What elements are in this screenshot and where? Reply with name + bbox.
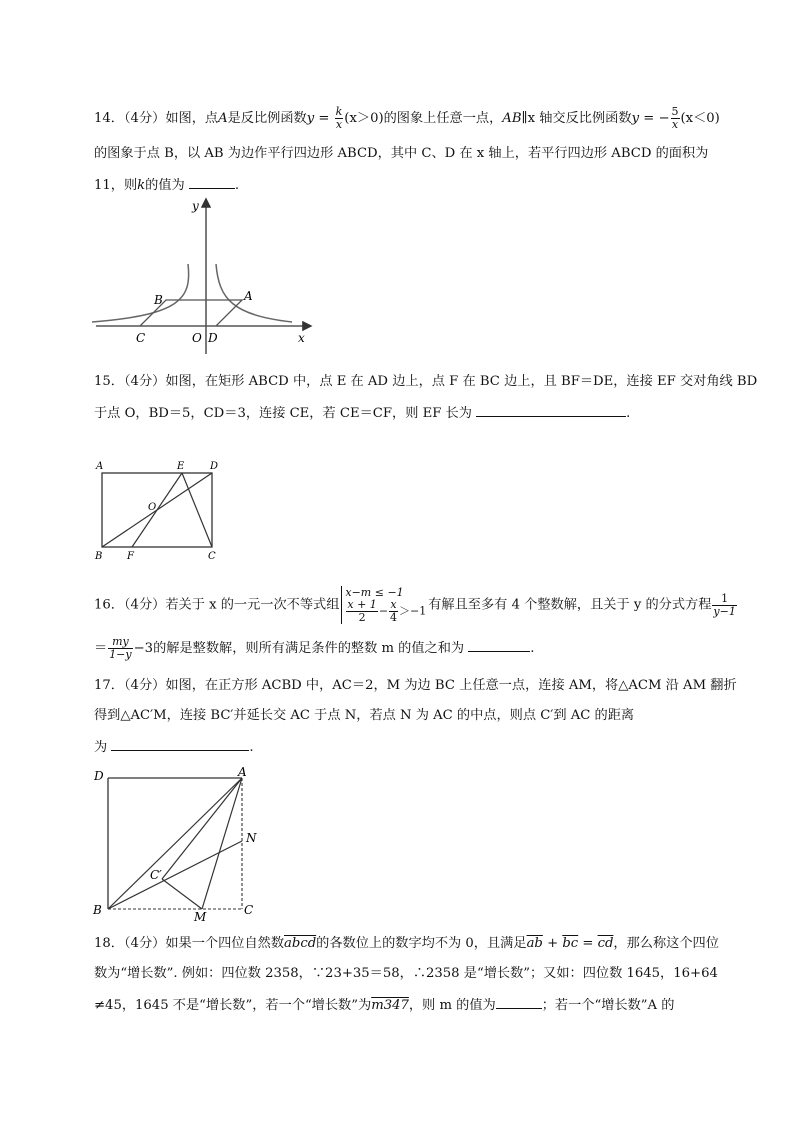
q18-line2: 数为“增长数”. 例如：四位数 2358，∵23+35＝58，∴2358 是“增长数”；又如：四位数 1645，16+64 (94, 966, 718, 981)
q16-line2: ＝ $\frac{my}{1-y}$ −3的解是整数解，则所有满足条件的整数 m 的值之和为 . (94, 635, 535, 661)
q18-answer-blank[interactable] (496, 994, 542, 1009)
q15-line1: 15．（4分）如图，在矩形 ABCD 中，点 E 在 AD 边上，点 F 在 BC 边上，且 BF＝DE，连接 EF 交对角线 BD (94, 374, 758, 389)
right-hyperbola (216, 264, 292, 322)
label-y: y (192, 199, 199, 213)
label-B: B (95, 551, 103, 562)
q17-line3: 为 . (94, 736, 254, 758)
q18-line1: 18．（4分）如果一个四位自然数abcd的各数位上的数字均不为 0，且满足$\overline{ab} + \overline{bc} = \overline{cd}$，那么称这个四位 (94, 936, 719, 951)
q17-figure (90, 764, 265, 924)
q14-figure (92, 194, 322, 354)
label-D: D (94, 769, 104, 783)
q14-line3: 11，则k的值为 . (94, 174, 239, 196)
label-D: D (208, 331, 218, 345)
label-C: C (244, 903, 254, 917)
label-A: A (238, 765, 247, 779)
label-C1: C′ (150, 868, 162, 882)
label-C: C (208, 551, 216, 562)
label-O: O (192, 331, 202, 345)
q16-frac-1: $\frac{1}{y-1}$ (713, 591, 736, 618)
label-N: N (246, 831, 257, 845)
q17-line2: 得到△AC′M，连接 BC′并延长交 AC 于点 N，若点 N 为 AC 的中点，则点 C′到 AC 的距离 (94, 708, 635, 723)
segment-bn (108, 841, 242, 909)
q14-frac-k: $\frac{k}{x}$ (335, 105, 343, 131)
label-E: E (177, 461, 185, 472)
label-B: B (154, 293, 163, 307)
label-M: M (194, 910, 207, 924)
label-C: C (136, 331, 146, 345)
segment-ac1 (162, 778, 242, 879)
label-A: A (96, 461, 104, 472)
label-F: F (127, 551, 134, 562)
q14-answer-blank[interactable] (189, 174, 235, 189)
q15-answer-blank[interactable] (476, 402, 626, 417)
segment-c1m (162, 879, 202, 909)
q14-frac-5: $\frac{5}{x}$ (671, 105, 679, 131)
segment-ce (182, 473, 212, 547)
q15-line2: 于点 O，BD＝5，CD＝3，连接 CE，若 CE＝CF，则 EF 长为 . (94, 402, 630, 424)
q16-frac-my: $\frac{my}{1-y}$ (109, 635, 132, 661)
segment-ef (132, 473, 182, 547)
q14-line2: 的图象于点 B，以 AB 为边作平行四边形 ABCD，其中 C、D 在 x 轴上，若平行四边形 ABCD 的面积为 (94, 146, 709, 161)
label-A: A (244, 289, 253, 303)
label-D: D (210, 461, 219, 472)
label-B: B (93, 903, 102, 917)
q16-inequality-system: x−m ≤ −1 $\frac{x + 1}{2}$ − $\frac{x}{4}$ ＞−1 (341, 586, 426, 624)
label-O: O (148, 502, 157, 513)
q17-line1: 17．（4分）如图，在正方形 ACBD 中，AC＝2，M 为边 BC 上任意一点，连接 AM，将△ACM 沿 AM 翻折 (94, 678, 737, 693)
q18-line3: ≠45，1645 不是“增长数”，若一个“增长数”为m347，则 m 的值为 ；若一个“增长数”A 的 (94, 994, 674, 1016)
left-hyperbola (92, 264, 189, 322)
label-x: x (298, 331, 305, 345)
q16-line1: 16．（4分）若关于 x 的一元一次不等式组 x−m ≤ −1 $\frac{x + 1}{2}$ − $\frac{x}{4}$ ＞−1 有解且至多有 4 个整数解，且关于 y 的分式方程 $\frac{1}{y-1}$ (94, 586, 736, 624)
q16-answer-blank[interactable] (468, 637, 530, 652)
q15-figure (90, 458, 230, 564)
q14-line1: 14．（4分）如图，点A是反比例函数y = $\frac{k}{x}$ (x＞0)的图象上任意一点，AB∥x 轴交反比例函数y = − $\frac{5}{x}$ (x＜0) (94, 105, 720, 131)
q17-answer-blank[interactable] (111, 736, 249, 751)
